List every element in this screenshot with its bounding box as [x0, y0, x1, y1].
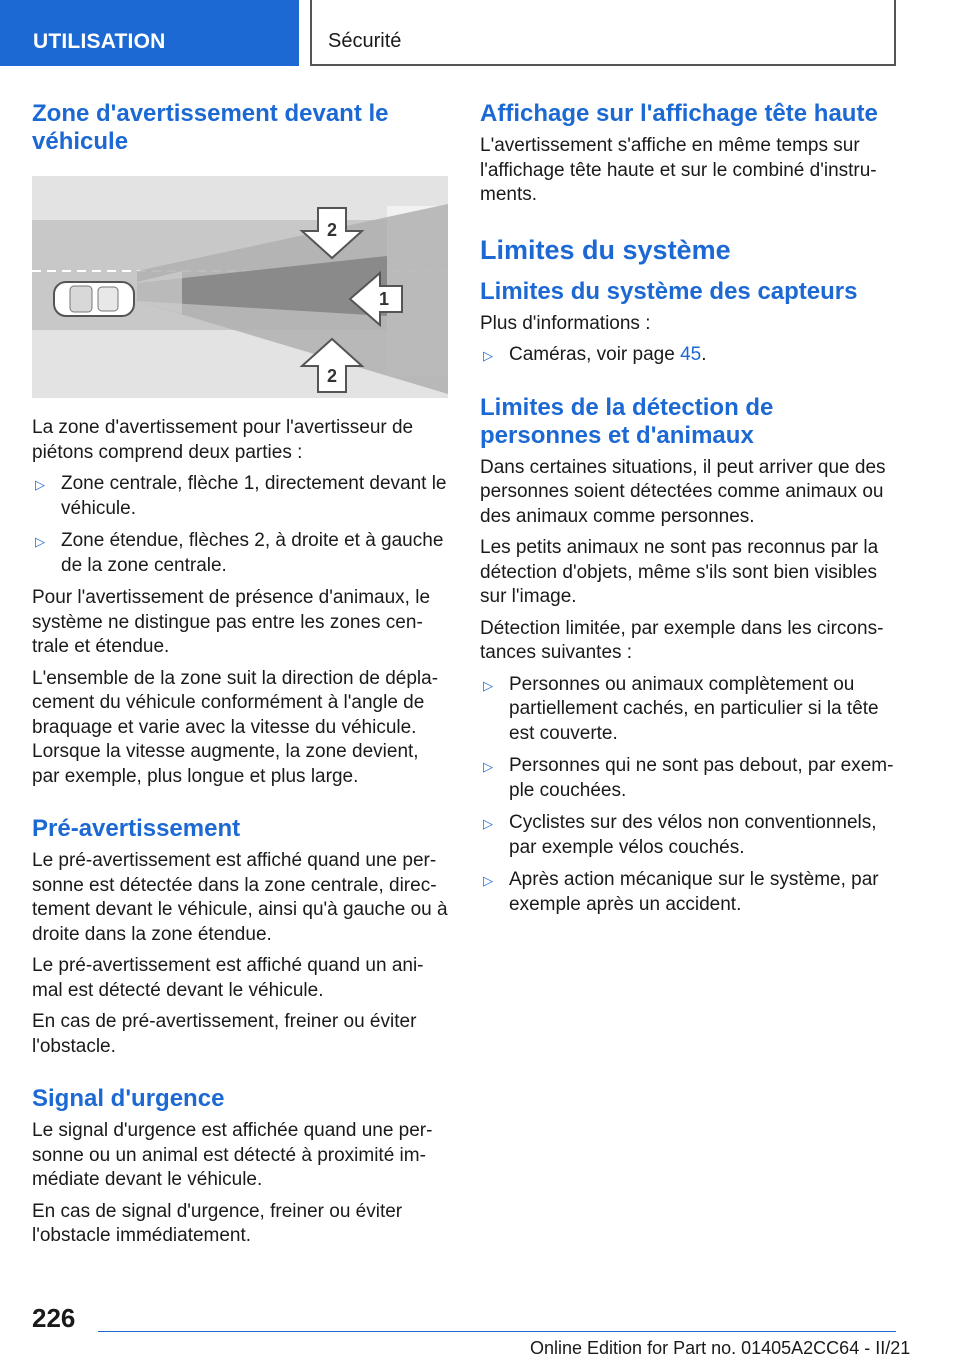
triangle-bullet-icon: ▷ — [483, 348, 493, 363]
heading-pre-warning: Pré-avertissement — [32, 815, 241, 842]
list-item-text: Cyclistes sur des vélos non conventionnels, par exemple vélos couchés. — [509, 812, 877, 858]
paragraph: L'avertissement s'affiche en même temps sur l'affichage tête haute et sur le combiné d'instru-ments. — [480, 135, 877, 205]
left-column — [32, 100, 448, 1256]
list-item — [480, 343, 896, 368]
arrow-2-top-label: 2 — [326, 220, 338, 240]
triangle-bullet-icon: ▷ — [483, 759, 493, 774]
footer-edition: Online Edition for Part no. 01405A2CC64 - II/21 — [530, 1338, 911, 1358]
paragraph: En cas de pré-avertissement, freiner ou éviter l'obstacle. — [32, 1011, 417, 1057]
list-item — [480, 868, 896, 917]
list-item — [480, 754, 896, 803]
footer-divider — [98, 1331, 896, 1332]
warning-zone-figure — [32, 176, 448, 398]
heading-detection-limits: Limites de la détection de personnes et d'animaux — [480, 393, 774, 449]
list-item-text: Caméras, voir page — [509, 344, 681, 365]
heading-warning-zone: Zone d'avertissement devant le véhicule — [32, 100, 389, 155]
paragraph: Détection limitée, par exemple dans les circons-tances suivantes : — [480, 617, 884, 663]
bullet-list — [32, 472, 448, 578]
paragraph: Le pré-avertissement est affiché quand un ani-mal est détecté devant le véhicule. — [32, 955, 424, 1001]
list-item-text: Personnes qui ne sont pas debout, par exem-ple couchées. — [509, 755, 894, 801]
list-item-text: Après action mécanique sur le système, par exemple après un accident. — [509, 869, 879, 915]
right-column — [480, 100, 896, 925]
list-item-text: Personnes ou animaux complètement ou partiellement cachés, en particulier si la tête est couverte. — [509, 673, 879, 744]
page-link-45[interactable]: 45 — [680, 344, 702, 365]
bullet-list — [480, 343, 896, 368]
bullet-list — [480, 673, 896, 918]
triangle-bullet-icon: ▷ — [483, 873, 493, 888]
heading-system-limits: Limites du système — [480, 234, 731, 265]
paragraph: Dans certaines situations, il peut arriver que des personnes soient détectées comme animaux ou des animaux comme personnes. — [480, 456, 886, 527]
triangle-bullet-icon: ▷ — [35, 534, 45, 549]
heading-emergency-signal: Signal d'urgence — [32, 1085, 225, 1112]
paragraph: Plus d'informations : — [480, 312, 651, 334]
paragraph: Le signal d'urgence est affichée quand une per-sonne ou un animal est détecté à proximité im-médiate devant le véhicule. — [32, 1120, 433, 1190]
paragraph: Pour l'avertissement de présence d'animaux, le système ne distingue pas entre les zones cen-trale et étendue. — [32, 587, 431, 657]
arrow-2-bottom-label: 2 — [326, 366, 338, 386]
list-item-text: Zone étendue, flèches 2, à droite et à gauche de la zone centrale. — [61, 530, 444, 576]
list-item — [480, 673, 896, 747]
paragraph: Les petits animaux ne sont pas reconnus par la détection d'objets, même s'ils sont bien visibles sur l'image. — [480, 537, 879, 607]
paragraph: Le pré-avertissement est affiché quand une per-sonne est détectée dans la zone centrale, direc-tement devant le véhicule, ainsi qu'à gauche ou à droite dans la zone étendue. — [32, 850, 448, 945]
page-header — [0, 0, 960, 66]
page-number: 226 — [32, 1303, 76, 1333]
paragraph: La zone d'avertissement pour l'avertisseur de piétons comprend deux parties : — [32, 417, 414, 463]
vehicle — [54, 282, 134, 316]
section-tab: UTILISATION — [0, 0, 299, 66]
list-item — [480, 811, 896, 860]
chapter-title: Sécurité — [328, 30, 402, 52]
triangle-bullet-icon: ▷ — [35, 477, 45, 492]
heading-head-up-display: Affichage sur l'affichage tête haute — [480, 100, 878, 127]
list-item-text: Zone centrale, flèche 1, directement devant le véhicule. — [61, 473, 447, 519]
triangle-bullet-icon: ▷ — [483, 677, 493, 693]
list-item — [32, 529, 448, 578]
triangle-bullet-icon: ▷ — [483, 816, 493, 831]
paragraph: En cas de signal d'urgence, freiner ou éviter l'obstacle immédiatement. — [32, 1200, 403, 1246]
chapter-box — [310, 0, 896, 66]
list-item-end: . — [701, 344, 707, 365]
paragraph: L'ensemble de la zone suit la direction de dépla-cement du véhicule conformément à l'angle de braquage et varie avec la vitesse du véhicule. Lorsque la vitesse augmente, la zone devient, par exemple, plus longue et plus large. — [32, 667, 439, 787]
heading-sensor-limits: Limites du système des capteurs — [480, 277, 858, 305]
arrow-1-label: 1 — [378, 289, 390, 309]
list-item — [32, 472, 448, 521]
